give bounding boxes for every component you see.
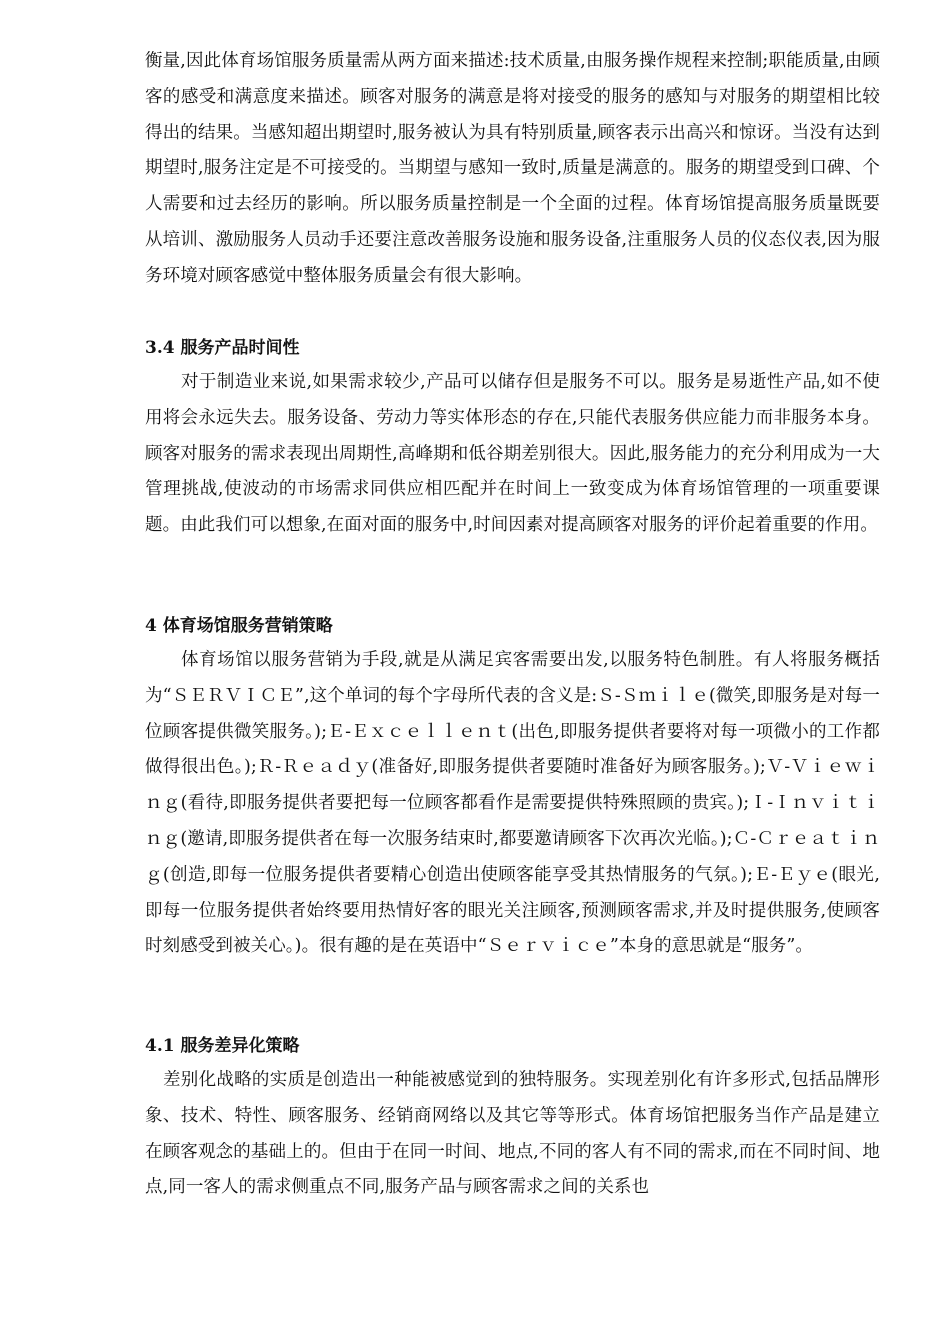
heading-4: 4 体育场馆服务营销策略 xyxy=(145,616,333,636)
section-4-1 xyxy=(145,1032,880,1060)
section-3-4-body xyxy=(145,365,880,544)
paragraph-service-quality: 衡量,因此体育场馆服务质量需从两方面来描述:技术质量,由服务操作规程来控制;职能质量,由顾客的感受和满意度来描述。顾客对服务的满意是将对接受的服务的感知与对服务的期望相比较得出的结果。当感知超出期望时,服务被认为具有特别质量,顾客表示出高兴和惊讶。当没有达到期望时,服务注定是不可接受的。当期望与感知一致时,质量是满意的。服务的期望受到口碑、个人需要和过去经历的影响。所以服务质量控制是一个全面的过程。体育场馆提高服务质量既要从培训、激励服务人员动手还要注意改善服务设施和服务设备,注重服务人员的仪态仪表,因为服务环境对顾客感觉中整体服务质量会有很大影响。 xyxy=(145,51,880,286)
paragraph-service-acronym: 体育场馆以服务营销为手段,就是从满足宾客需要出发,以服务特色制胜。有人将服务概括为“ＳＥＲＶＩＣＥ”,这个单词的每个字母所代表的含义是:Ｓ-Ｓｍｉｌｅ(微笑,即服务是对每一位顾客提供微笑服务。);Ｅ-Ｅｘｃｅｌｌｅｎｔ(出色,即服务提供者要将对每一项微小的工作都做得很出色。);Ｒ-Ｒｅａｄｙ(准备好,即服务提供者要随时准备好为顾客服务。);Ｖ-Ｖｉｅｗｉｎｇ(看待,即服务提供者要把每一位顾客都看作是需要提供特殊照顾的贵宾。);Ｉ-Ｉｎｖｉｔｉｎｇ(邀请,即服务提供者在每一次服务结束时,都要邀请顾客下次再次光临。);Ｃ-Ｃｒｅａｔｉｎｇ(创造,即每一位服务提供者要精心创造出使顾客能享受其热情服务的气氛。);Ｅ-Ｅｙｅ(眼光,即每一位服务提供者始终要用热情好客的眼光关注顾客,预测顾客需求,并及时提供服务,使顾客时刻感受到被关心。)。很有趣的是在英语中“Ｓｅｒｖｉｃｅ”本身的意思就是“服务”。 xyxy=(145,650,880,957)
section-3-4 xyxy=(145,334,880,362)
section-4-body xyxy=(145,643,880,965)
heading-4-1: 4.1 服务差异化策略 xyxy=(145,1036,300,1056)
section-4-1-body xyxy=(145,1063,880,1206)
paragraph-time-perishability: 对于制造业来说,如果需求较少,产品可以储存但是服务不可以。服务是易逝性产品,如不使用将会永远失去。服务设备、劳动力等实体形态的存在,只能代表服务供应能力而非服务本身。顾客对服务的需求表现出周期性,高峰期和低谷期差别很大。因此,服务能力的充分利用成为一大管理挑战,使波动的市场需求同供应相匹配并在时间上一致变成为体育场馆管理的一项重要课题。由此我们可以想象,在面对面的服务中,时间因素对提高顾客对服务的评价起着重要的作用。 xyxy=(145,372,880,536)
section-4 xyxy=(145,612,880,640)
section-3-3-continuation xyxy=(145,44,880,295)
paragraph-differentiation: 差别化战略的实质是创造出一种能被感觉到的独特服务。实现差别化有许多形式,包括品牌形象、技术、特性、顾客服务、经销商网络以及其它等等形式。体育场馆把服务当作产品是建立在顾客观念的基础上的。但由于在同一时间、地点,不同的客人有不同的需求,而在不同时间、地点,同一客人的需求侧重点不同,服务产品与顾客需求之间的关系也 xyxy=(145,1070,880,1198)
heading-3-4: 3.4 服务产品时间性 xyxy=(145,338,300,358)
